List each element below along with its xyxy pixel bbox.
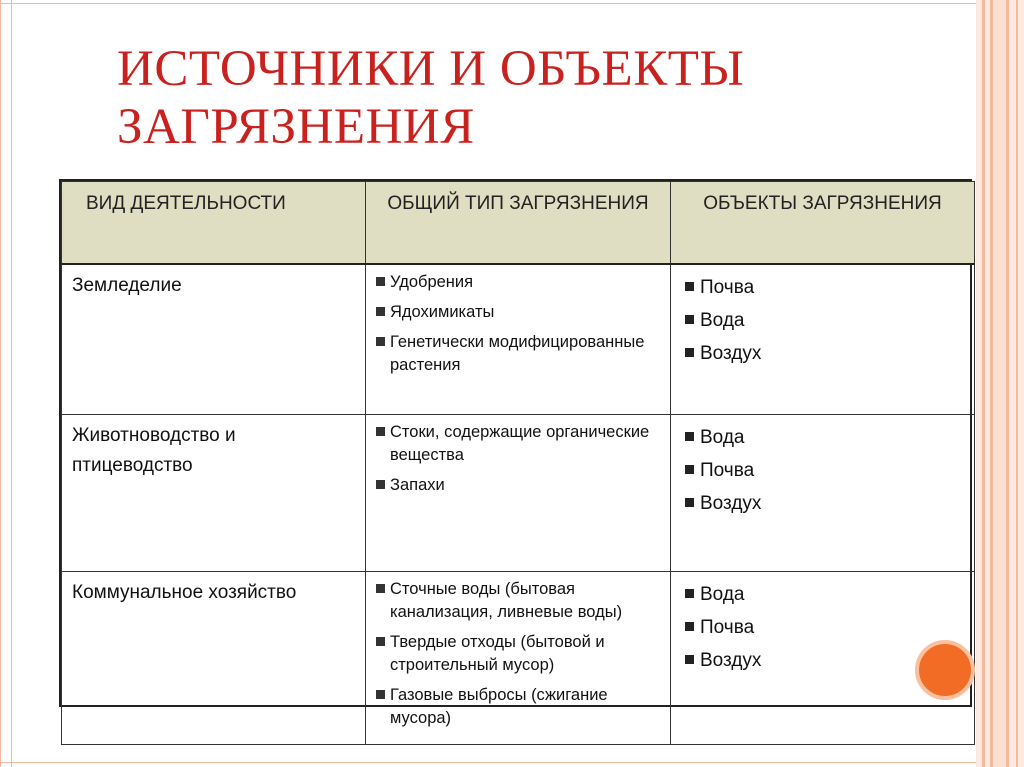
list-item: Твердые отходы (бытовой и строительный мусор) bbox=[376, 631, 660, 677]
table-row bbox=[62, 571, 975, 744]
activity-cell: Коммунальное хозяйство bbox=[62, 571, 366, 744]
square-bullet-icon bbox=[685, 348, 694, 357]
types-cell bbox=[366, 264, 671, 415]
square-bullet-icon bbox=[685, 282, 694, 291]
square-bullet-icon bbox=[685, 498, 694, 507]
square-bullet-icon bbox=[685, 655, 694, 664]
list-item: Стоки, содержащие органические вещества bbox=[376, 421, 660, 467]
square-bullet-icon bbox=[685, 622, 694, 631]
header-activity: ВИД ДЕЯТЕЛЬНОСТИ bbox=[62, 182, 366, 264]
square-bullet-icon bbox=[376, 690, 385, 699]
activity-cell: Земледелие bbox=[62, 264, 366, 415]
square-bullet-icon bbox=[376, 337, 385, 346]
list-item: Удобрения bbox=[376, 271, 660, 294]
list-item: Воздух bbox=[685, 487, 964, 520]
list-item: Почва bbox=[685, 271, 964, 304]
list-item: Газовые выбросы (сжигание мусора) bbox=[376, 684, 660, 730]
square-bullet-icon bbox=[685, 465, 694, 474]
slide-title bbox=[117, 40, 877, 156]
list-item: Воздух bbox=[685, 337, 964, 370]
list-item: Вода bbox=[685, 304, 964, 337]
header-pollution-type: ОБЩИЙ ТИП ЗАГРЯЗНЕНИЯ bbox=[366, 182, 671, 264]
list-item: Ядохимикаты bbox=[376, 301, 660, 324]
list-item: Почва bbox=[685, 454, 964, 487]
square-bullet-icon bbox=[685, 432, 694, 441]
activity-cell: Животноводство и птицеводство bbox=[62, 414, 366, 571]
square-bullet-icon bbox=[685, 589, 694, 598]
square-bullet-icon bbox=[376, 480, 385, 489]
objects-cell bbox=[671, 264, 975, 415]
table-row bbox=[62, 264, 975, 415]
list-item: Генетически модифицированные растения bbox=[376, 331, 660, 377]
square-bullet-icon bbox=[376, 584, 385, 593]
list-item: Сточные воды (бытовая канализация, ливневые воды) bbox=[376, 578, 660, 624]
types-cell bbox=[366, 571, 671, 744]
square-bullet-icon bbox=[376, 637, 385, 646]
table-row bbox=[62, 414, 975, 571]
square-bullet-icon bbox=[376, 307, 385, 316]
square-bullet-icon bbox=[376, 427, 385, 436]
table-header-row bbox=[62, 182, 975, 264]
slide-title-line2: ЗАГРЯЗНЕНИЯ bbox=[117, 99, 475, 155]
list-item: Вода bbox=[685, 421, 964, 454]
header-pollution-objects: ОБЪЕКТЫ ЗАГРЯЗНЕНИЯ bbox=[671, 182, 975, 264]
types-cell bbox=[366, 414, 671, 571]
list-item: Запахи bbox=[376, 474, 660, 497]
frame-top-border bbox=[0, 3, 976, 4]
frame-left-border bbox=[0, 0, 12, 767]
list-item: Вода bbox=[685, 578, 964, 611]
square-bullet-icon bbox=[685, 315, 694, 324]
objects-cell bbox=[671, 414, 975, 571]
list-item: Воздух bbox=[685, 644, 964, 677]
pollution-table bbox=[59, 179, 972, 727]
frame-bottom-border bbox=[0, 762, 976, 763]
slide-title-line1: ИСТОЧНИКИ И ОБЪЕКТЫ bbox=[117, 41, 745, 97]
square-bullet-icon bbox=[376, 277, 385, 286]
frame-right-stripes bbox=[976, 0, 1024, 767]
decorative-circle-icon bbox=[915, 640, 975, 700]
list-item: Почва bbox=[685, 611, 964, 644]
